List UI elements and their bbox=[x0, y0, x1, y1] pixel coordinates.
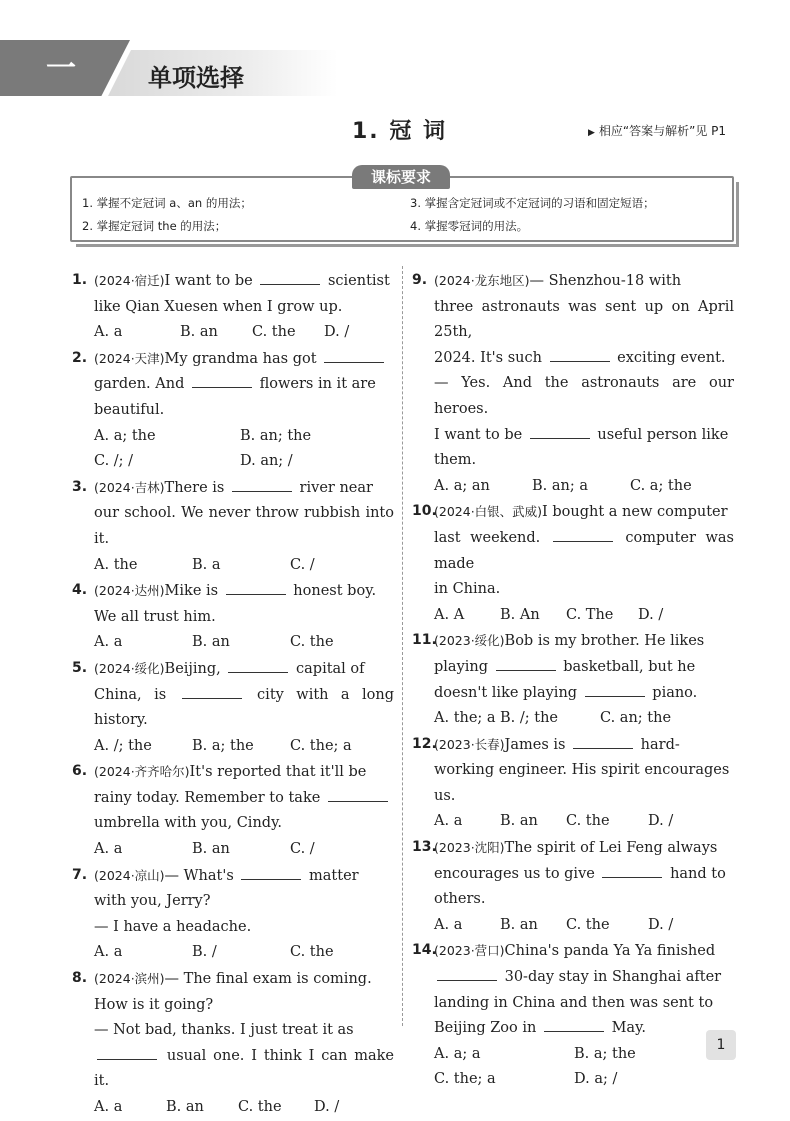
answer-option[interactable]: C. the bbox=[566, 813, 610, 830]
question-item bbox=[72, 656, 394, 759]
answer-blank[interactable] bbox=[602, 863, 662, 878]
question-item bbox=[412, 732, 734, 835]
answer-option[interactable]: D. an; / bbox=[240, 453, 293, 470]
answer-option[interactable]: D. / bbox=[324, 324, 350, 341]
question-text-line: rainy today. Remember to take bbox=[72, 786, 394, 812]
answer-option[interactable]: C. /; / bbox=[94, 453, 134, 470]
question-text-line: us. bbox=[434, 787, 456, 804]
answer-blank[interactable] bbox=[573, 734, 633, 749]
answer-option[interactable]: B. a bbox=[192, 556, 221, 573]
question-text: (2024·白银、武威)I bought a new computer bbox=[434, 504, 728, 521]
answer-option[interactable]: B. an bbox=[192, 841, 230, 858]
question-text-line: like Qian Xuesen when I grow up. bbox=[94, 298, 343, 315]
answer-option[interactable]: C. the bbox=[290, 634, 334, 651]
question-text-line: — Yes. And the astronauts are our heroes. bbox=[434, 375, 734, 417]
answer-option[interactable]: A. a; the bbox=[94, 427, 156, 444]
question-text: (2024·凉山)— What's matter bbox=[94, 863, 394, 890]
question-number: 2. bbox=[72, 349, 88, 366]
answer-option[interactable]: B. a; the bbox=[192, 737, 254, 754]
question-text: (2024·龙东地区)— Shenzhou-18 with bbox=[434, 273, 682, 289]
question-source: (2024·绥化) bbox=[94, 660, 165, 676]
question-text-line: playing basketball, but he bbox=[412, 655, 734, 681]
question-text-line: last weekend. computer was made bbox=[412, 526, 734, 577]
question-source: (2024·齐齐哈尔) bbox=[94, 764, 190, 780]
answer-option[interactable]: C. the bbox=[290, 944, 334, 961]
answer-option[interactable]: A. a; an bbox=[434, 477, 490, 494]
answer-blank[interactable] bbox=[324, 348, 384, 363]
question-number: 10. bbox=[412, 503, 437, 520]
answer-option[interactable]: C. the; a bbox=[290, 737, 352, 754]
answer-option[interactable]: B. an bbox=[192, 634, 230, 651]
question-source: (2023·长春) bbox=[434, 736, 505, 752]
question-text-line: working engineer. His spirit encourages bbox=[434, 762, 730, 779]
answer-blank[interactable] bbox=[228, 658, 288, 673]
question-text: (2024·吉林)There is river near bbox=[94, 475, 394, 502]
question-number: 4. bbox=[72, 582, 88, 599]
question-number: 3. bbox=[72, 478, 88, 495]
question-text-line: them. bbox=[434, 452, 477, 469]
requirements-label: 课标要求 bbox=[352, 165, 450, 189]
question-number: 1. bbox=[72, 272, 88, 288]
question-item bbox=[72, 268, 394, 346]
question-item bbox=[412, 938, 734, 1093]
answer-blank[interactable] bbox=[550, 347, 610, 362]
question-number: 7. bbox=[72, 866, 88, 883]
question-source: (2024·龙东地区) bbox=[434, 273, 530, 288]
question-item bbox=[72, 863, 394, 966]
question-item bbox=[72, 346, 394, 475]
answer-option[interactable]: A. a bbox=[94, 1099, 123, 1115]
answer-option[interactable]: A. a bbox=[94, 634, 123, 651]
answer-option[interactable]: A. a bbox=[94, 944, 123, 961]
page-number: 1 bbox=[706, 1030, 736, 1060]
question-text-line: — I have a headache. bbox=[94, 918, 252, 935]
question-item bbox=[412, 835, 734, 938]
question-text-line: China, is city with a long history. bbox=[72, 683, 394, 734]
answer-blank[interactable] bbox=[437, 966, 497, 981]
answer-blank[interactable] bbox=[530, 424, 590, 439]
answer-blank[interactable] bbox=[241, 865, 301, 880]
question-number: 14. bbox=[412, 942, 437, 959]
question-text-line: landing in China and then was sent to bbox=[434, 994, 714, 1011]
answer-option[interactable]: C. the bbox=[252, 324, 296, 341]
requirement-item: 4. 掌握零冠词的用法。 bbox=[410, 219, 529, 233]
question-text-line: doesn't like playing piano. bbox=[412, 681, 734, 707]
question-source: (2024·达州) bbox=[94, 583, 165, 599]
answer-option[interactable]: B. An bbox=[500, 606, 540, 623]
answer-option[interactable]: B. an bbox=[166, 1099, 204, 1115]
question-text-line: in China. bbox=[434, 581, 501, 598]
question-text-line: umbrella with you, Cindy. bbox=[94, 815, 282, 832]
question-text: (2024·齐齐哈尔)It's reported that it'll be bbox=[94, 764, 367, 781]
question-text-line: with you, Jerry? bbox=[94, 893, 211, 910]
question-text-line: 2024. It's such exciting event. bbox=[412, 346, 734, 372]
question-column-right bbox=[412, 268, 734, 1093]
answer-option[interactable]: A. /; the bbox=[94, 737, 152, 754]
answer-reference bbox=[588, 122, 726, 139]
answer-blank[interactable] bbox=[192, 373, 252, 388]
requirement-item: 1. 掌握不定冠词 a、an 的用法； bbox=[82, 196, 252, 210]
answer-option[interactable]: A. a bbox=[94, 841, 123, 858]
question-number: 9. bbox=[412, 272, 428, 288]
answer-option[interactable]: C. / bbox=[290, 841, 315, 858]
section-title: 单项选择 bbox=[148, 64, 244, 92]
answer-blank[interactable] bbox=[553, 527, 613, 542]
question-item bbox=[72, 966, 394, 1121]
answer-blank[interactable] bbox=[97, 1045, 157, 1060]
answer-option[interactable]: D. / bbox=[638, 606, 664, 623]
requirement-item: 2. 掌握定冠词 the 的用法； bbox=[82, 219, 227, 233]
question-text-line: 30-day stay in Shanghai after bbox=[412, 965, 734, 991]
question-text: (2023·长春)James is hard- bbox=[434, 732, 734, 759]
answer-option[interactable]: C. the; a bbox=[434, 1071, 496, 1088]
answer-option[interactable]: C. a; the bbox=[630, 477, 692, 494]
answer-blank[interactable] bbox=[232, 477, 292, 492]
question-text: (2023·营口)China's panda Ya Ya finished bbox=[434, 943, 716, 960]
answer-option[interactable]: A. A bbox=[434, 606, 465, 623]
question-text: (2024·滨州)— The final exam is coming. bbox=[94, 971, 372, 988]
answer-option[interactable]: D. / bbox=[648, 916, 674, 933]
question-item bbox=[412, 628, 734, 731]
answer-option[interactable]: D. / bbox=[314, 1099, 340, 1115]
question-text: (2024·宿迁)I want to be scientist bbox=[94, 268, 394, 295]
answer-option[interactable]: D. a; / bbox=[574, 1071, 618, 1088]
answer-option[interactable]: B. a; the bbox=[574, 1045, 636, 1062]
question-text-line: Beijing Zoo in May. bbox=[412, 1016, 734, 1042]
answer-option[interactable]: B. an; a bbox=[532, 477, 588, 494]
question-source: (2023·沈阳) bbox=[434, 840, 505, 856]
answer-option[interactable]: B. an; the bbox=[240, 427, 312, 444]
answer-blank[interactable] bbox=[544, 1017, 604, 1032]
question-text-line: garden. And flowers in it are bbox=[72, 372, 394, 398]
question-text-line: We all trust him. bbox=[94, 608, 216, 625]
question-text-line: our school. We never throw rubbish into it. bbox=[94, 505, 394, 547]
answer-option[interactable]: A. a bbox=[94, 324, 123, 341]
answer-option[interactable]: B. an bbox=[180, 324, 218, 341]
question-text-line: How is it going? bbox=[94, 996, 214, 1013]
answer-option[interactable]: C. the bbox=[238, 1099, 282, 1115]
answer-option[interactable]: D. / bbox=[648, 813, 674, 830]
answer-blank[interactable] bbox=[226, 580, 286, 595]
question-source: (2024·宿迁) bbox=[94, 273, 165, 288]
question-source: (2024·白银、武威) bbox=[434, 504, 543, 520]
question-text-line: — Not bad, thanks. I just treat it as bbox=[94, 1022, 354, 1039]
question-number: 5. bbox=[72, 659, 88, 676]
question-text: (2023·绥化)Bob is my brother. He likes bbox=[434, 633, 705, 650]
question-text: (2023·沈阳)The spirit of Lei Feng always bbox=[434, 840, 718, 857]
answer-option[interactable]: A. a; a bbox=[434, 1045, 481, 1062]
question-text-line: beautiful. bbox=[94, 401, 165, 418]
question-item bbox=[72, 475, 394, 578]
question-source: (2023·营口) bbox=[434, 943, 505, 959]
question-item bbox=[412, 499, 734, 628]
answer-blank[interactable] bbox=[496, 656, 556, 671]
question-text-line: encourages us to give hand to bbox=[412, 862, 734, 888]
question-item bbox=[412, 268, 734, 499]
question-text-line: usual one. I think I can make it. bbox=[72, 1044, 394, 1095]
question-text: (2024·绥化)Beijing, capital of bbox=[94, 656, 394, 683]
answer-option[interactable]: C. the bbox=[566, 916, 610, 933]
requirement-item: 3. 掌握含定冠词或不定冠词的习语和固定短语； bbox=[410, 196, 655, 210]
question-source: (2024·凉山) bbox=[94, 867, 165, 883]
question-item bbox=[72, 759, 394, 862]
answer-option[interactable]: B. an bbox=[500, 813, 538, 830]
question-text-line: three astronauts was sent up on April 25th, bbox=[434, 298, 734, 341]
answer-option[interactable]: A. the bbox=[94, 556, 138, 573]
answer-option[interactable]: C. / bbox=[290, 556, 315, 573]
question-text-line: others. bbox=[434, 891, 486, 908]
answer-blank[interactable] bbox=[182, 684, 242, 699]
question-number: 12. bbox=[412, 735, 437, 752]
lesson-title: 1. 冠 词 bbox=[352, 119, 447, 144]
answer-option[interactable]: B. /; the bbox=[500, 710, 558, 727]
question-text-line: I want to be useful person like bbox=[412, 423, 734, 449]
question-item bbox=[72, 578, 394, 656]
question-column-left bbox=[72, 268, 394, 1121]
column-divider bbox=[402, 266, 403, 1026]
answer-option[interactable]: C. The bbox=[566, 606, 614, 623]
answer-option[interactable]: A. a bbox=[434, 916, 463, 933]
section-number: 一 bbox=[46, 51, 76, 86]
answer-option[interactable]: C. an; the bbox=[600, 710, 672, 727]
triangle-icon: ▶ bbox=[588, 128, 595, 138]
question-text: (2024·达州)Mike is honest boy. bbox=[94, 578, 394, 605]
answer-option[interactable]: B. / bbox=[192, 944, 217, 961]
question-number: 8. bbox=[72, 970, 88, 987]
answer-blank[interactable] bbox=[585, 682, 645, 697]
answer-option[interactable]: B. an bbox=[500, 916, 538, 933]
question-source: (2024·滨州) bbox=[94, 971, 165, 987]
answer-blank[interactable] bbox=[260, 270, 320, 285]
question-text: (2024·天津)My grandma has got bbox=[94, 346, 394, 373]
answer-reference-text: 相应“答案与解析”见 P1 bbox=[598, 124, 727, 138]
question-source: (2023·绥化) bbox=[434, 633, 505, 649]
section-banner bbox=[0, 40, 360, 96]
answer-blank[interactable] bbox=[328, 787, 388, 802]
answer-option[interactable]: A. a bbox=[434, 813, 463, 830]
question-number: 11. bbox=[412, 632, 437, 649]
question-source: (2024·吉林) bbox=[94, 479, 165, 495]
answer-option[interactable]: A. the; a bbox=[434, 710, 496, 727]
question-number: 6. bbox=[72, 763, 88, 780]
question-number: 13. bbox=[412, 839, 437, 856]
question-source: (2024·天津) bbox=[94, 350, 165, 366]
